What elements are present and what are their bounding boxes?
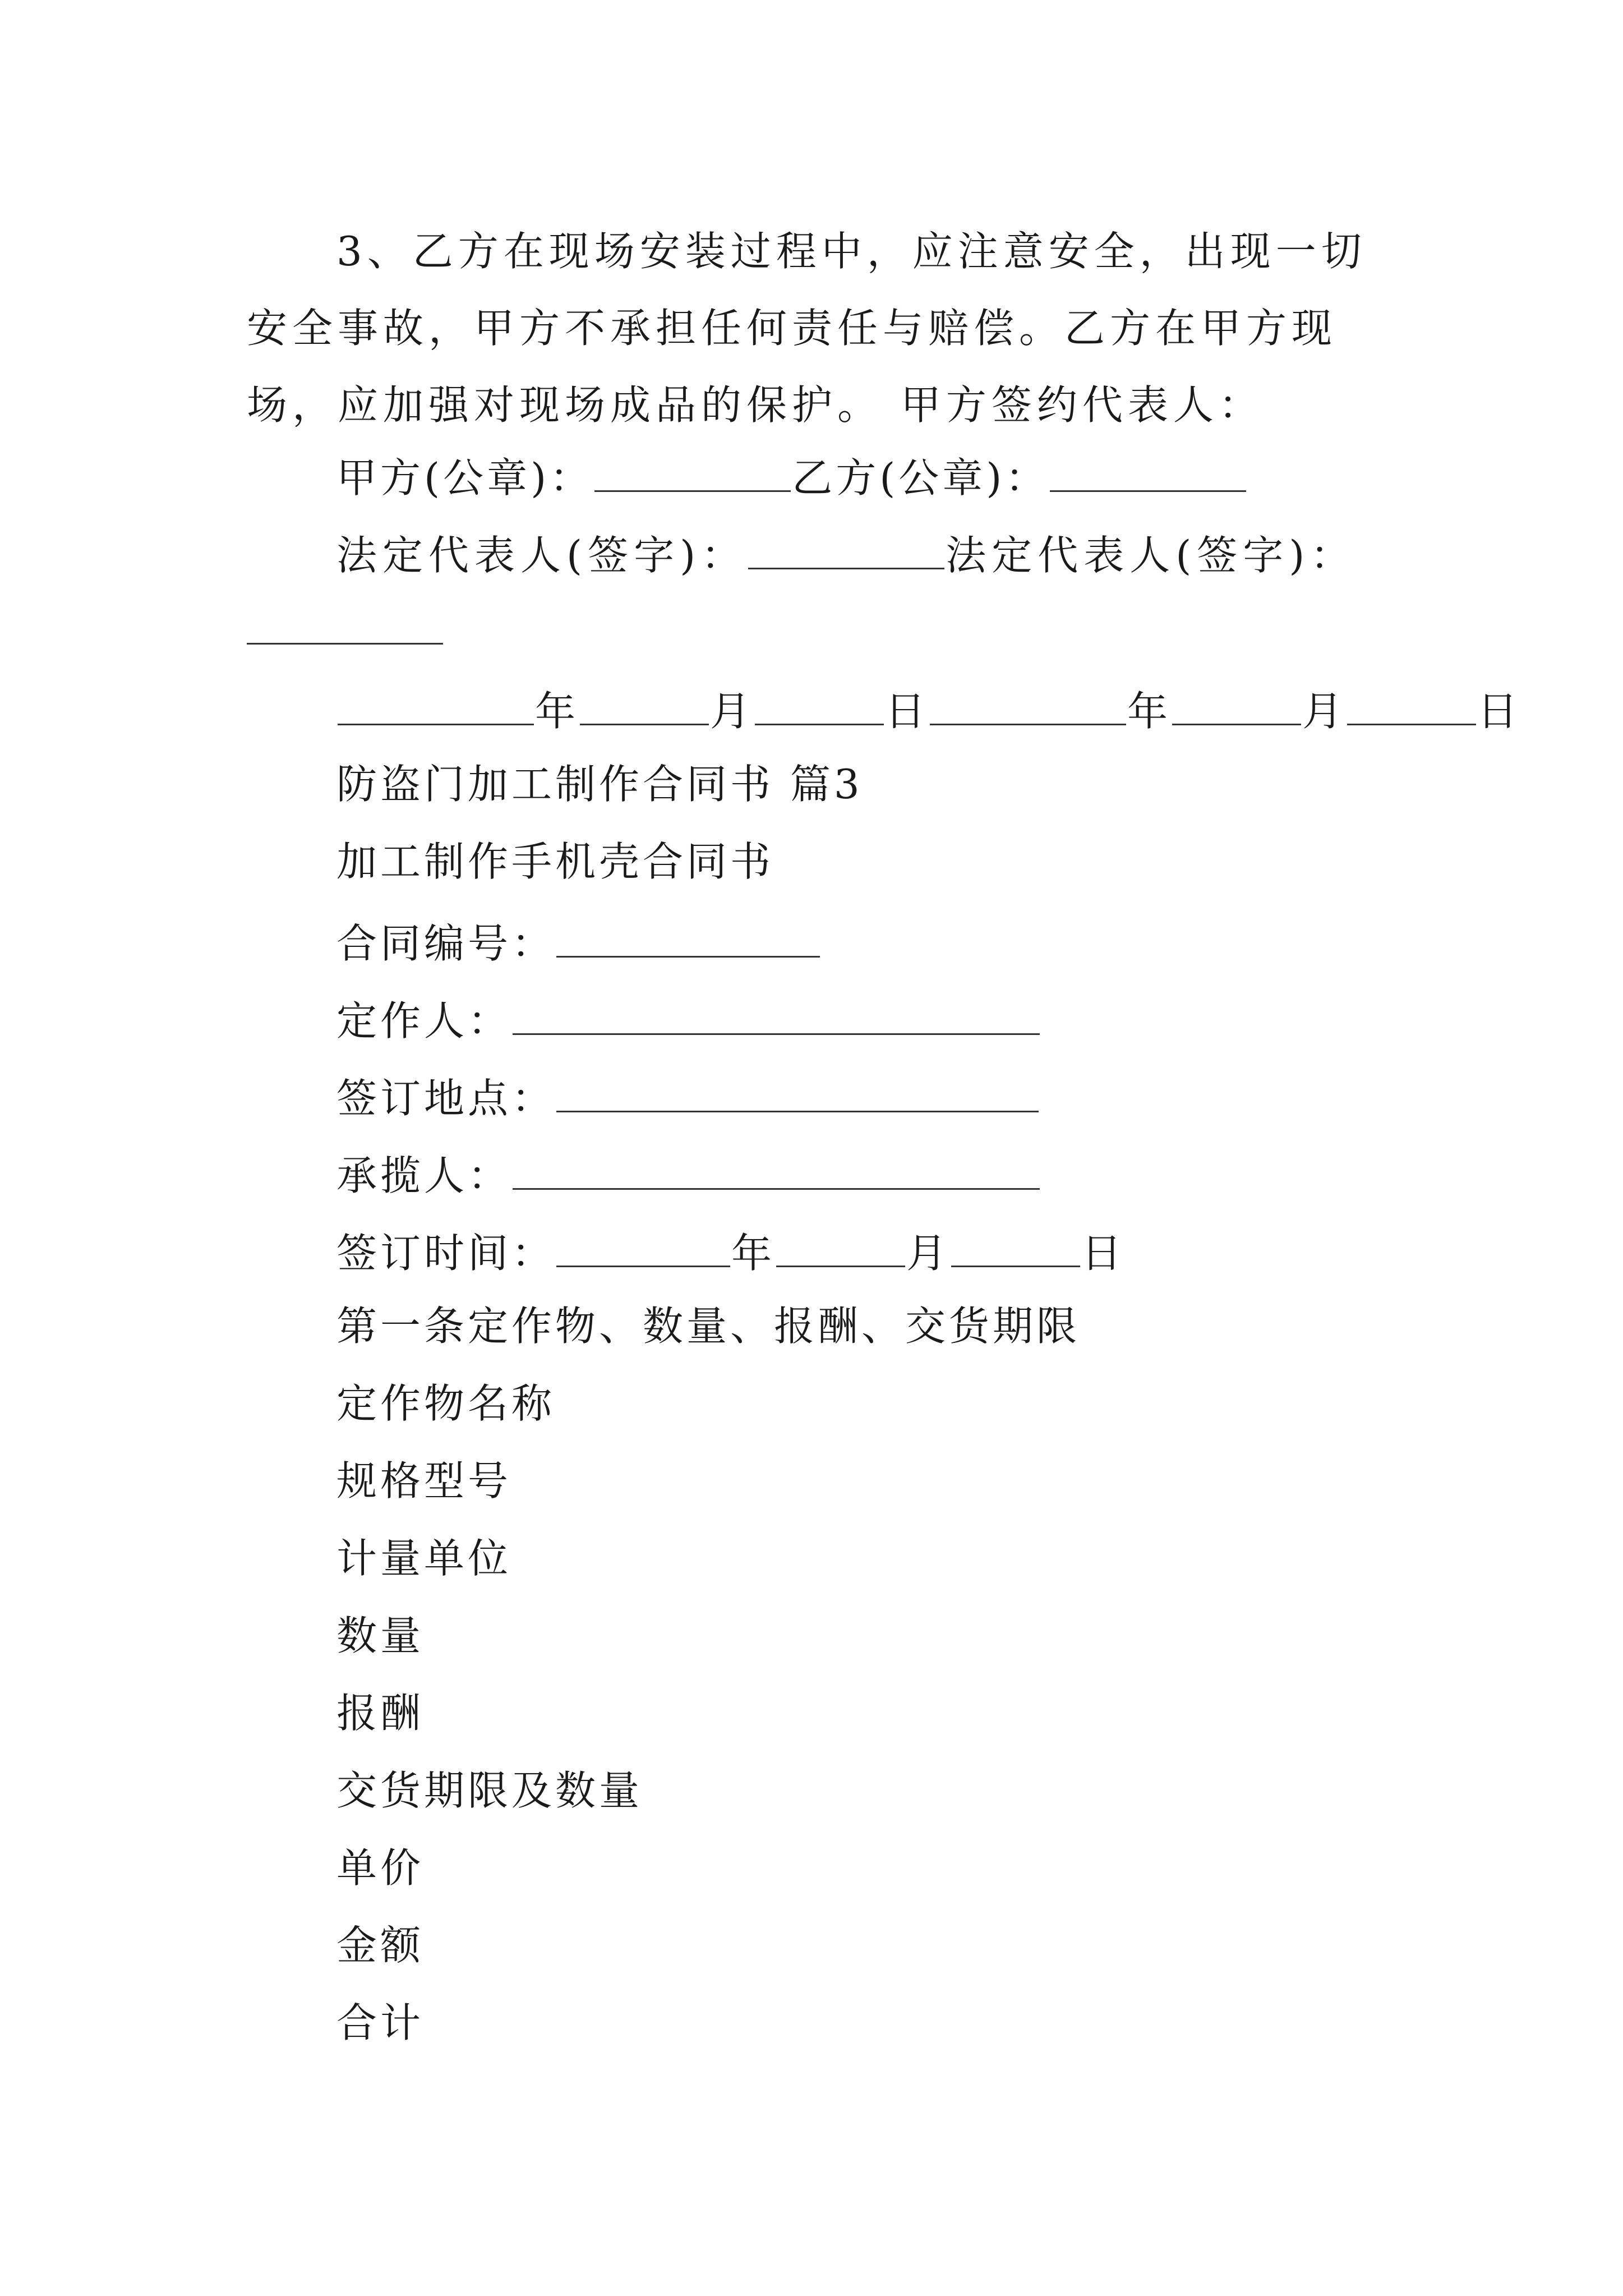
- contractor-blank[interactable]: [513, 1151, 1040, 1190]
- contract-no-blank[interactable]: [556, 919, 820, 958]
- day-label: 日: [885, 688, 929, 735]
- list-item: 报酬: [336, 1690, 425, 1737]
- list-item: 金额: [336, 1922, 425, 1969]
- article-1-heading: 第一条定作物、数量、报酬、交货期限: [336, 1303, 1081, 1350]
- orderer-label: 定作人：: [336, 997, 512, 1045]
- list-item: 计量单位: [336, 1535, 512, 1582]
- party-a-rep-blank[interactable]: [748, 531, 944, 569]
- list-item: 交货期限及数量: [336, 1767, 643, 1814]
- sign-time-row: [336, 1228, 1126, 1277]
- sign-month-blank[interactable]: [776, 1228, 905, 1267]
- orderer-blank[interactable]: [513, 996, 1040, 1035]
- day-label: 日: [1081, 1230, 1126, 1277]
- contract-title: 加工制作手机壳合同书: [336, 838, 774, 885]
- party-b-seal-blank[interactable]: [1050, 453, 1246, 492]
- date-line: [336, 687, 1521, 735]
- sign-place-row: [336, 1074, 1040, 1122]
- party-b-month-blank[interactable]: [1172, 687, 1301, 725]
- party-a-seal-blank[interactable]: [594, 453, 791, 492]
- day-label: 日: [1477, 688, 1521, 735]
- party-b-year-blank[interactable]: [930, 687, 1126, 725]
- sign-time-label: 签订时间：: [336, 1230, 556, 1277]
- list-item: 定作物名称: [336, 1380, 556, 1427]
- contract-no-label: 合同编号：: [336, 920, 556, 967]
- year-label: 年: [731, 1230, 776, 1277]
- seal-line: [336, 453, 1247, 501]
- party-a-rep-label: 法定代表人(签字)：: [336, 532, 748, 579]
- section-title: 防盗门加工制作合同书 篇3: [336, 761, 863, 808]
- month-label: 月: [1302, 688, 1347, 735]
- list-item: 合计: [336, 1999, 425, 2046]
- month-label: 月: [710, 688, 754, 735]
- party-b-day-blank[interactable]: [1347, 687, 1476, 725]
- sign-day-blank[interactable]: [951, 1228, 1080, 1267]
- party-b-rep-blank[interactable]: [247, 642, 443, 645]
- orderer-row: [336, 996, 1041, 1045]
- party-b-rep-label: 法定代表人(签字)：: [946, 532, 1357, 579]
- year-label: 年: [535, 688, 579, 735]
- contractor-label: 承揽人：: [336, 1152, 512, 1199]
- party-b-seal-label: 乙方(公章)：: [792, 454, 1049, 501]
- list-item: 数量: [336, 1612, 425, 1659]
- contract-no-row: [336, 919, 821, 967]
- party-a-seal-label: 甲方(公章)：: [336, 454, 594, 501]
- safety-clause-paragraph: 3、乙方在现场安装过程中，应注意安全，出现一切安全事故，甲方不承担任何责任与赔偿。乙方在甲方现场，应加强对现场成品的保护。 甲方签约代表人：: [247, 228, 1367, 429]
- representative-line: [336, 531, 1357, 579]
- year-label: 年: [1127, 688, 1172, 735]
- party-a-year-blank[interactable]: [338, 687, 534, 725]
- party-a-month-blank[interactable]: [580, 687, 709, 725]
- list-item: 规格型号: [336, 1457, 512, 1504]
- party-a-day-blank[interactable]: [755, 687, 884, 725]
- sign-place-label: 签订地点：: [336, 1075, 556, 1122]
- list-item: 单价: [336, 1844, 425, 1892]
- sign-place-blank[interactable]: [556, 1074, 1039, 1112]
- contractor-row: [336, 1151, 1041, 1199]
- month-label: 月: [906, 1230, 951, 1277]
- sign-year-blank[interactable]: [556, 1228, 730, 1267]
